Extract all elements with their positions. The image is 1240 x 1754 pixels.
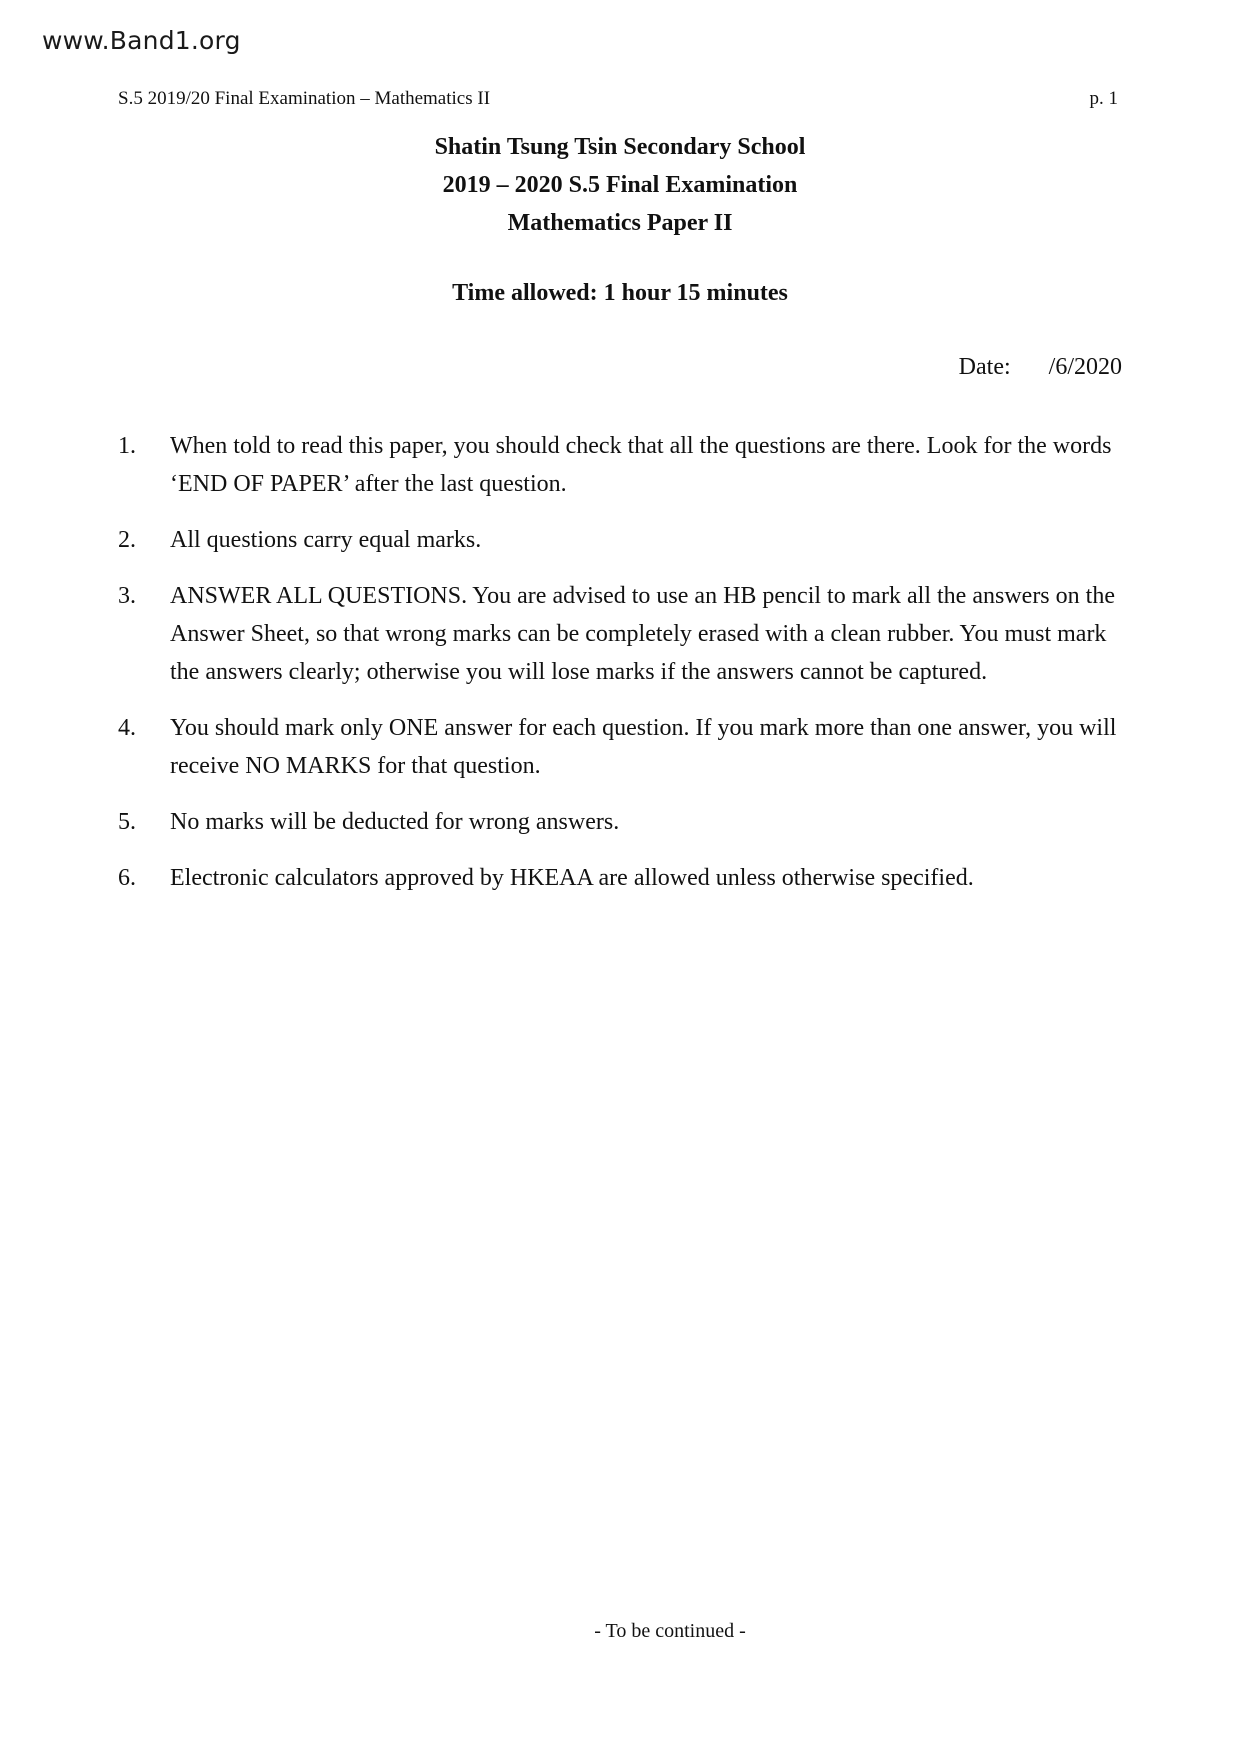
header-exam-title: S.5 2019/20 Final Examination – Mathematics II xyxy=(118,88,491,109)
instruction-number: 4. xyxy=(118,715,136,741)
instruction-text: All questions carry equal marks. xyxy=(170,527,482,553)
instruction-number: 1. xyxy=(118,433,136,459)
instruction-item xyxy=(118,577,1122,691)
watermark-url: www.Band1.org xyxy=(42,26,241,55)
school-name: Shatin Tsung Tsin Secondary School xyxy=(434,134,806,160)
instruction-text: You should mark only ONE answer for each question. If you mark more than one answer, you will receive NO MARKS for that question. xyxy=(170,715,1117,779)
date-label: Date: xyxy=(958,354,1011,380)
page-number: p. 1 xyxy=(1089,88,1118,109)
instruction-item xyxy=(118,803,1122,841)
instruction-item xyxy=(118,859,1122,897)
date-row xyxy=(959,354,1122,381)
time-allowed: Time allowed: 1 hour 15 minutes xyxy=(452,280,788,306)
instruction-text: ANSWER ALL QUESTIONS. You are advised to use an HB pencil to mark all the answers on the Answer Sheet, so that wrong marks can be completely erased with a clean rubber. You must mark the answers clearly; otherwise you will lose marks if the answers cannot be captured. xyxy=(170,583,1115,685)
instruction-item xyxy=(118,709,1122,785)
date-value: /6/2020 xyxy=(1048,354,1122,380)
instruction-text: When told to read this paper, you should check that all the questions are there. Look for the words ‘END OF PAPER’ after the last question. xyxy=(170,433,1112,497)
instruction-item xyxy=(118,427,1122,503)
title-block xyxy=(0,128,1240,242)
instructions-list xyxy=(118,427,1122,915)
instruction-text: No marks will be deducted for wrong answers. xyxy=(170,809,620,835)
instruction-number: 6. xyxy=(118,865,136,891)
instruction-number: 2. xyxy=(118,527,136,553)
instruction-number: 5. xyxy=(118,809,136,835)
running-header xyxy=(118,88,1118,110)
instruction-text: Electronic calculators approved by HKEAA are allowed unless otherwise specified. xyxy=(170,865,974,891)
instruction-number: 3. xyxy=(118,583,136,609)
paper-name: Mathematics Paper II xyxy=(507,210,733,236)
exam-name: 2019 – 2020 S.5 Final Examination xyxy=(442,172,798,198)
page-footer: - To be continued - xyxy=(594,1620,746,1642)
instruction-item xyxy=(118,521,1122,559)
